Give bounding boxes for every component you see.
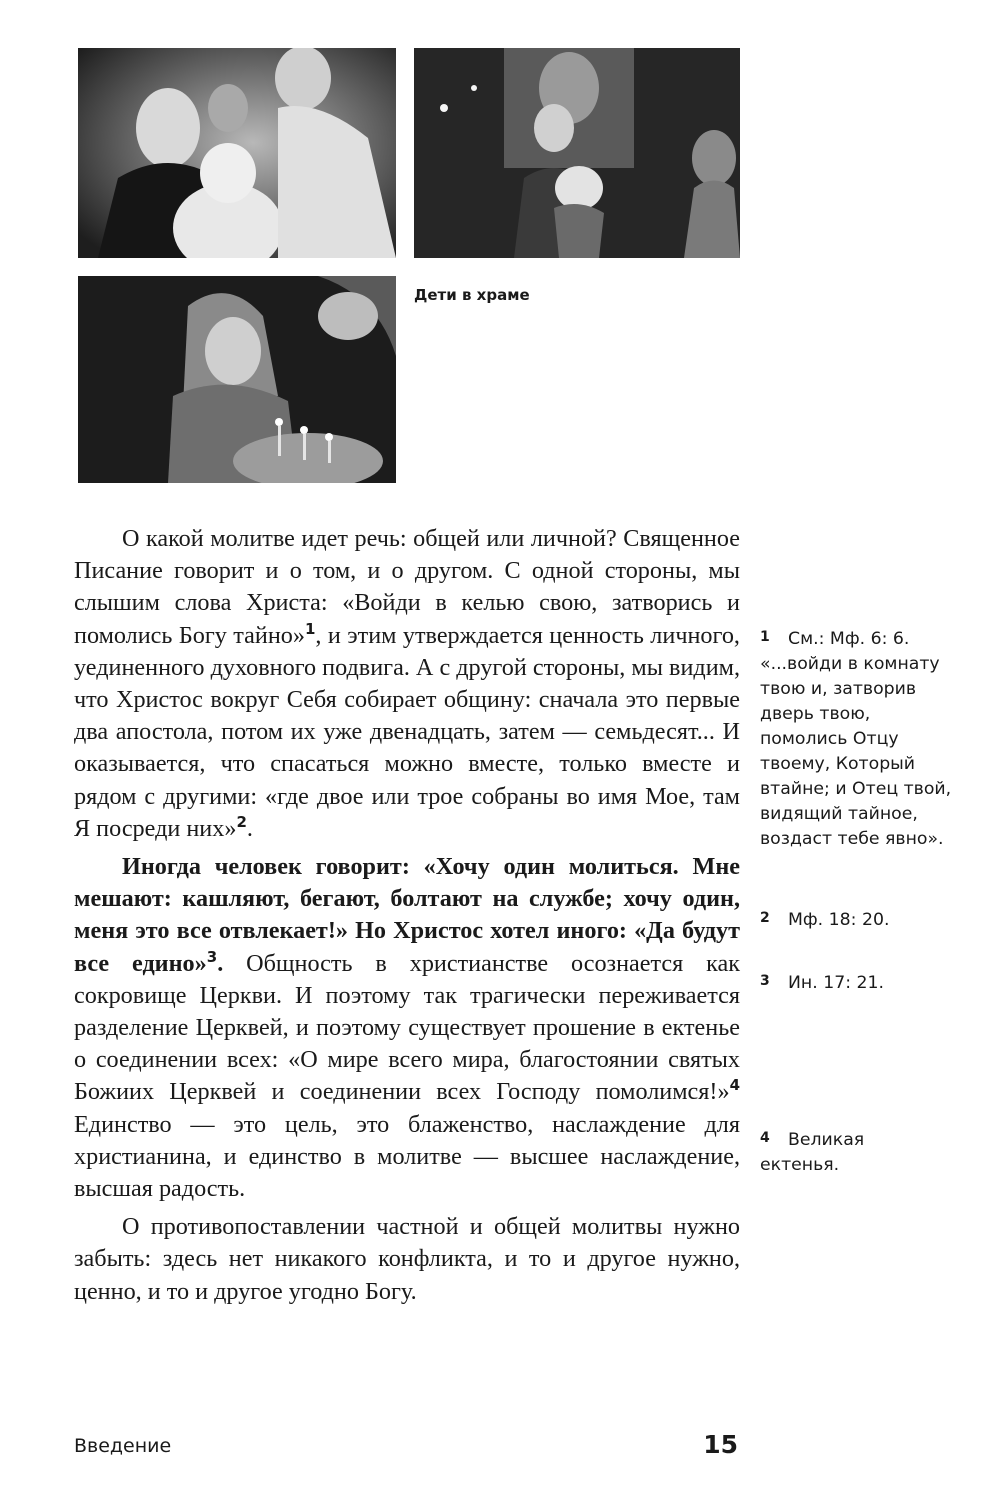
paragraph-1 xyxy=(74,523,740,845)
footnote-ref-1: 1 xyxy=(304,619,316,638)
paragraph-3: О противопоставлении частной и общей молитвы нужно забыть: здесь нет никакого конфликта, и то и другое нужно, ценно, и то и другое угодно Богу. xyxy=(74,1213,740,1305)
footnote-4-text: Великая ектенья. xyxy=(760,1130,865,1175)
footnote-1 xyxy=(760,627,955,852)
footnote-2 xyxy=(760,908,955,933)
footnote-3-text: Ин. 17: 21. xyxy=(788,973,885,993)
paragraph-1-text-c: . xyxy=(246,814,253,842)
photo-girl-candles xyxy=(78,276,396,483)
photo-caption: Дети в храме xyxy=(414,286,530,304)
footnote-2-text: Мф. 18: 20. xyxy=(788,910,890,930)
footnote-1-text: См.: Мф. 6: 6. «...войди в комнату твою и, затворив дверь твою, помолись Отцу твоему, Который втайне; и Отец твой, видящий тайное, воздаст тебе явно». xyxy=(760,629,952,849)
footnote-4 xyxy=(760,1128,910,1178)
paragraph-2-text-b: Единство — это цель, это блаженство, наслаждение для христианина, и единство в молитве — высшее наслаждение, высшая радость. xyxy=(74,1110,740,1203)
paragraph-1-text-a: О какой молитве идет речь: общей или личной? Священное Писание говорит и о том, и о другом. С одной стороны, мы слышим слова Христа: «Войди в келью свою, затворись и помолись Богу тайно» xyxy=(74,525,740,649)
photo-mother-child-icon xyxy=(414,48,740,258)
footnote-2-number: 2 xyxy=(760,910,770,926)
paragraph-2-bold-end: . xyxy=(217,949,224,977)
footnote-4-number: 4 xyxy=(760,1130,770,1146)
paragraph-2 xyxy=(74,851,740,1205)
footnote-ref-3: 3 xyxy=(206,947,218,966)
footnote-ref-2: 2 xyxy=(236,812,247,831)
main-text xyxy=(74,523,740,1314)
page-number: 15 xyxy=(703,1430,738,1459)
footnote-3 xyxy=(760,971,955,996)
footnote-3-number: 3 xyxy=(760,973,770,989)
footnote-1-number: 1 xyxy=(760,629,770,645)
paragraph-1-text-b: , и этим утверждается ценность личного, уединенного духовного подвига. А с другой стороны, мы видим, что Христос вокруг Себя собирает общину: сначала это первые два апостола, потом их уже двенадцать, затем — семьдесят... И оказывается, что спасаться можно вместе, только вместе и рядом с другими: «где двое или трое собраны во имя Мое, там Я посреди них» xyxy=(74,621,740,842)
section-title: Введение xyxy=(74,1435,172,1457)
photo-communion xyxy=(78,48,396,258)
paragraph-2-text-a: Общность в христианстве осознается как сокровище Церкви. И поэтому так трагически переживается разделение Церквей, и поэтому существует прошение в ектенье о соединении всех: «О мире всего мира, благостоянии святых Божиих Церквей и соединении всех Господу помолимся!» xyxy=(74,949,740,1106)
paragraph-2-bold-text: Иногда человек говорит: «Хочу один молиться. Мне мешают: кашляют, бегают, болтают на службе; хочу один, меня это все отвлекает!» Но Христос хотел иного: «Да будут все едино» xyxy=(74,853,740,977)
footnote-ref-4: 4 xyxy=(729,1076,740,1095)
